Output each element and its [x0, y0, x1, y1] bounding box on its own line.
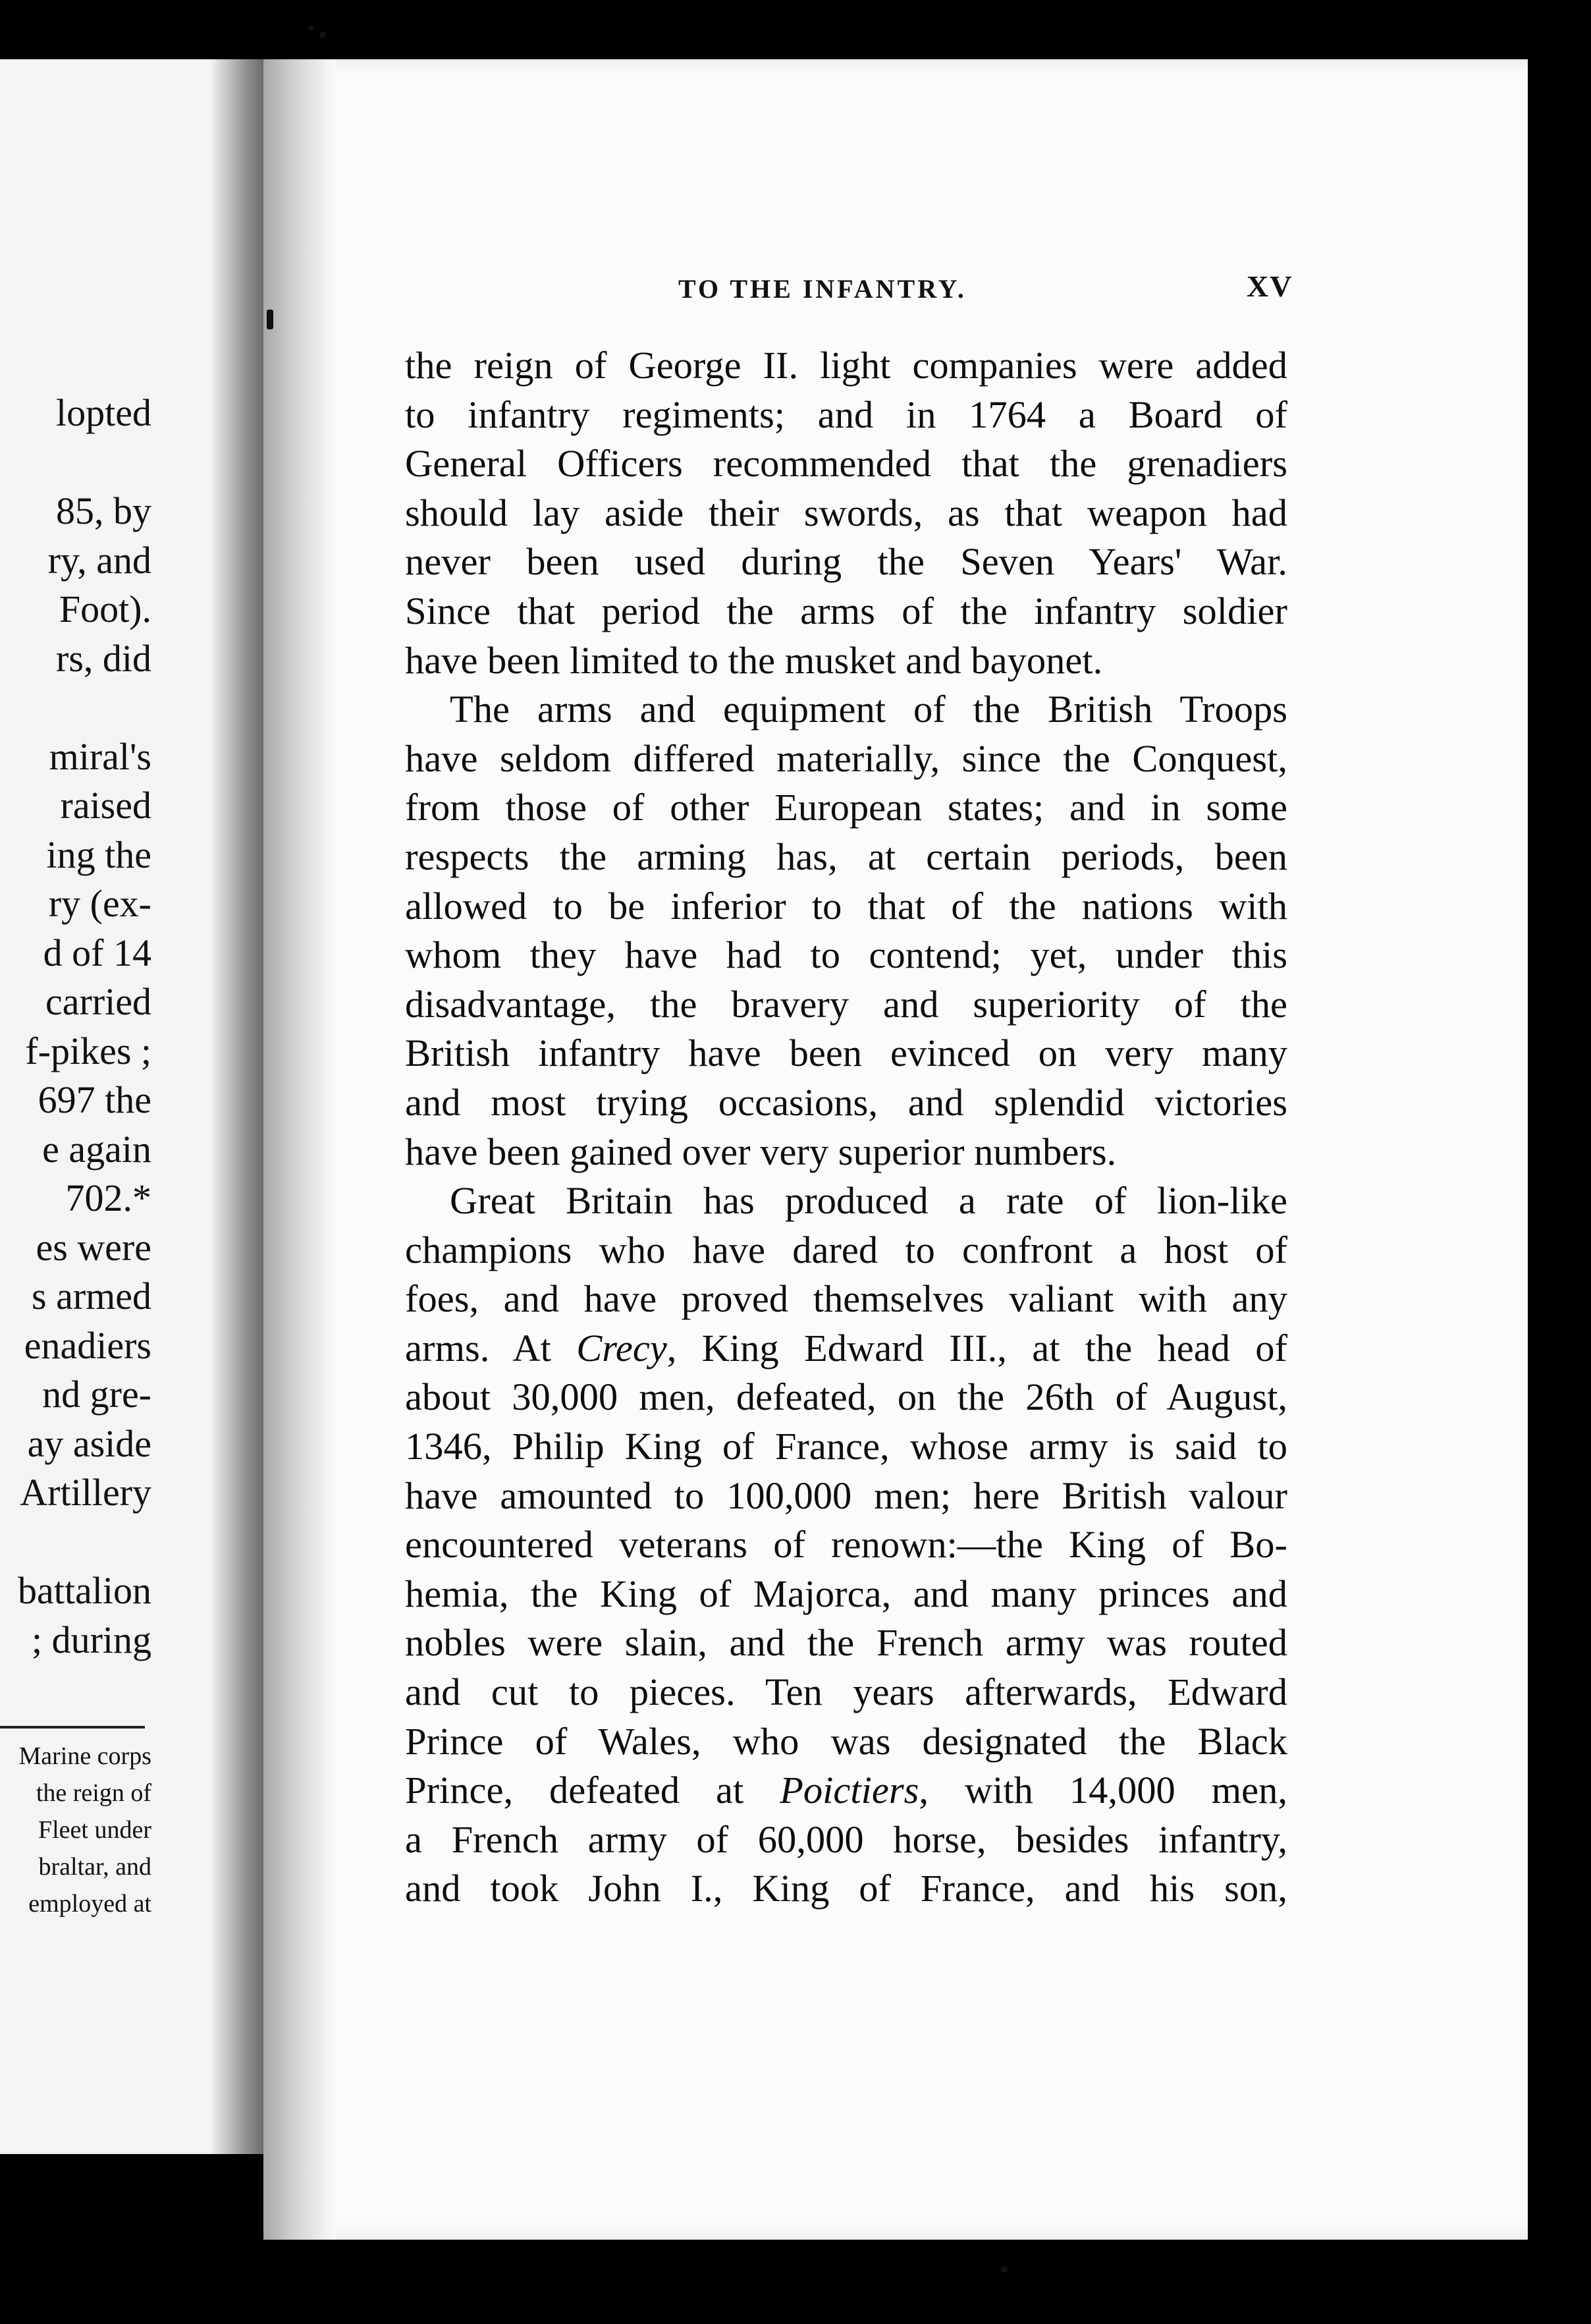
- text-line: from those of other European states; and in some: [405, 786, 1287, 829]
- text-line: Great Britain has produced a rate of lion-like: [450, 1179, 1287, 1223]
- left-line: f-pikes ;: [25, 1029, 151, 1072]
- text-line: the reign of George II. light companies were added: [405, 344, 1287, 387]
- left-line: ry, and: [47, 538, 151, 582]
- left-line: es were: [36, 1225, 151, 1269]
- left-line-faded: [0, 438, 151, 487]
- left-footnote-line: Marine corps: [18, 1742, 151, 1770]
- text-line: 1346, Philip King of France, whose army is said to: [405, 1425, 1287, 1468]
- left-line-faded: [0, 683, 151, 733]
- text-fragment: , with 14,000 men,: [919, 1769, 1287, 1812]
- left-footnote-rule: [0, 1726, 145, 1729]
- left-line: miral's: [49, 734, 151, 778]
- body-text: [405, 341, 1287, 1914]
- left-line: rs, did: [56, 636, 151, 680]
- left-footnote: [0, 1738, 151, 1922]
- text-line: whom they have had to contend; yet, under this: [405, 933, 1287, 977]
- left-line-faded: [0, 1518, 151, 1567]
- left-line: raised: [60, 784, 151, 827]
- scan-speck: [319, 32, 326, 38]
- left-footnote-line: braltar, and: [38, 1853, 151, 1881]
- text-line: and cut to pieces. Ten years afterwards, Edward: [405, 1671, 1287, 1714]
- text-fragment: arms. At: [405, 1326, 577, 1370]
- left-line: nd gre-: [42, 1373, 151, 1416]
- left-line: 702.*: [65, 1176, 151, 1219]
- left-line: ; during: [31, 1618, 151, 1661]
- left-line: s armed: [32, 1275, 151, 1317]
- text-line: and took John I., King of France, and his son,: [405, 1867, 1287, 1910]
- scan-speck: [308, 25, 313, 30]
- text-line: never been used during the Seven Years' War.: [405, 540, 1287, 584]
- left-line: carried: [45, 980, 151, 1023]
- left-line: ry (ex-: [48, 882, 151, 925]
- left-footnote-line: Fleet under: [38, 1816, 151, 1844]
- text-line: and most trying occasions, and splendid victories: [405, 1080, 1287, 1124]
- text-fragment: , King Edward III., at the head of: [666, 1326, 1287, 1370]
- gutter-shadow: [263, 59, 336, 2240]
- left-line: enadiers: [24, 1323, 151, 1367]
- text-line: should lay aside their swords, as that weapon had: [405, 491, 1287, 534]
- left-line: 697 the: [38, 1078, 151, 1121]
- text-line: British infantry have been evinced on very many: [405, 1032, 1287, 1075]
- page-number: XV: [1247, 269, 1293, 303]
- left-line: ing the: [46, 833, 151, 876]
- left-line: lopted: [56, 391, 151, 434]
- text-line: have amounted to 100,000 men; here British valour: [405, 1474, 1287, 1517]
- text-line: to infantry regiments; and in 1764 a Board of: [405, 393, 1287, 436]
- text-line: have seldom differed materially, since the Conquest,: [405, 736, 1287, 780]
- text-line: champions who have dared to confront a host of: [405, 1228, 1287, 1271]
- left-page-text: [0, 389, 151, 1665]
- text-line: nobles were slain, and the French army was routed: [405, 1621, 1287, 1665]
- place-name-crecy: Crecy: [576, 1326, 667, 1370]
- right-page: [263, 59, 1528, 2240]
- text-line: [405, 1766, 1287, 1815]
- text-line: disadvantage, the bravery and superiority of the: [405, 982, 1287, 1026]
- running-head: TO THE INFANTRY.: [678, 274, 967, 304]
- text-fragment: Prince, defeated at: [405, 1769, 780, 1812]
- scan-speck: [267, 310, 273, 329]
- text-line: respects the arming has, at certain periods, been: [405, 835, 1287, 878]
- text-line: foes, and have proved themselves valiant with any: [405, 1277, 1287, 1321]
- left-line: battalion: [18, 1569, 151, 1612]
- left-line: 85, by: [56, 489, 151, 532]
- left-line: ay aside: [27, 1422, 151, 1465]
- scan-speck: [1001, 2266, 1008, 2273]
- text-line: about 30,000 men, defeated, on the 26th of August,: [405, 1375, 1287, 1419]
- text-line: Prince of Wales, who was designated the Black: [405, 1719, 1287, 1763]
- left-footnote-line: the reign of: [36, 1779, 151, 1807]
- text-line: General Officers recommended that the grenadiers: [405, 442, 1287, 485]
- left-line: d of 14: [43, 931, 151, 974]
- left-footnote-line: employed at: [28, 1890, 151, 1918]
- text-line: [405, 1324, 1287, 1373]
- text-line: allowed to be inferior to that of the nations with: [405, 884, 1287, 927]
- left-line: Artillery: [20, 1471, 151, 1514]
- text-line: The arms and equipment of the British Troops: [450, 688, 1287, 731]
- left-line: Foot).: [59, 588, 151, 630]
- text-line: a French army of 60,000 horse, besides infantry,: [405, 1817, 1287, 1861]
- text-line: have been gained over very superior numbers.: [405, 1130, 1117, 1173]
- left-page: [0, 59, 277, 2154]
- text-line: hemia, the King of Majorca, and many princes and: [405, 1572, 1287, 1615]
- text-line: have been limited to the musket and bayonet.: [405, 638, 1103, 682]
- text-line: encountered veterans of renown:—the King of Bo-: [405, 1523, 1287, 1566]
- text-line: Since that period the arms of the infantry soldier: [405, 589, 1287, 632]
- left-line: e again: [42, 1127, 151, 1171]
- place-name-poictiers: Poictiers: [780, 1769, 919, 1812]
